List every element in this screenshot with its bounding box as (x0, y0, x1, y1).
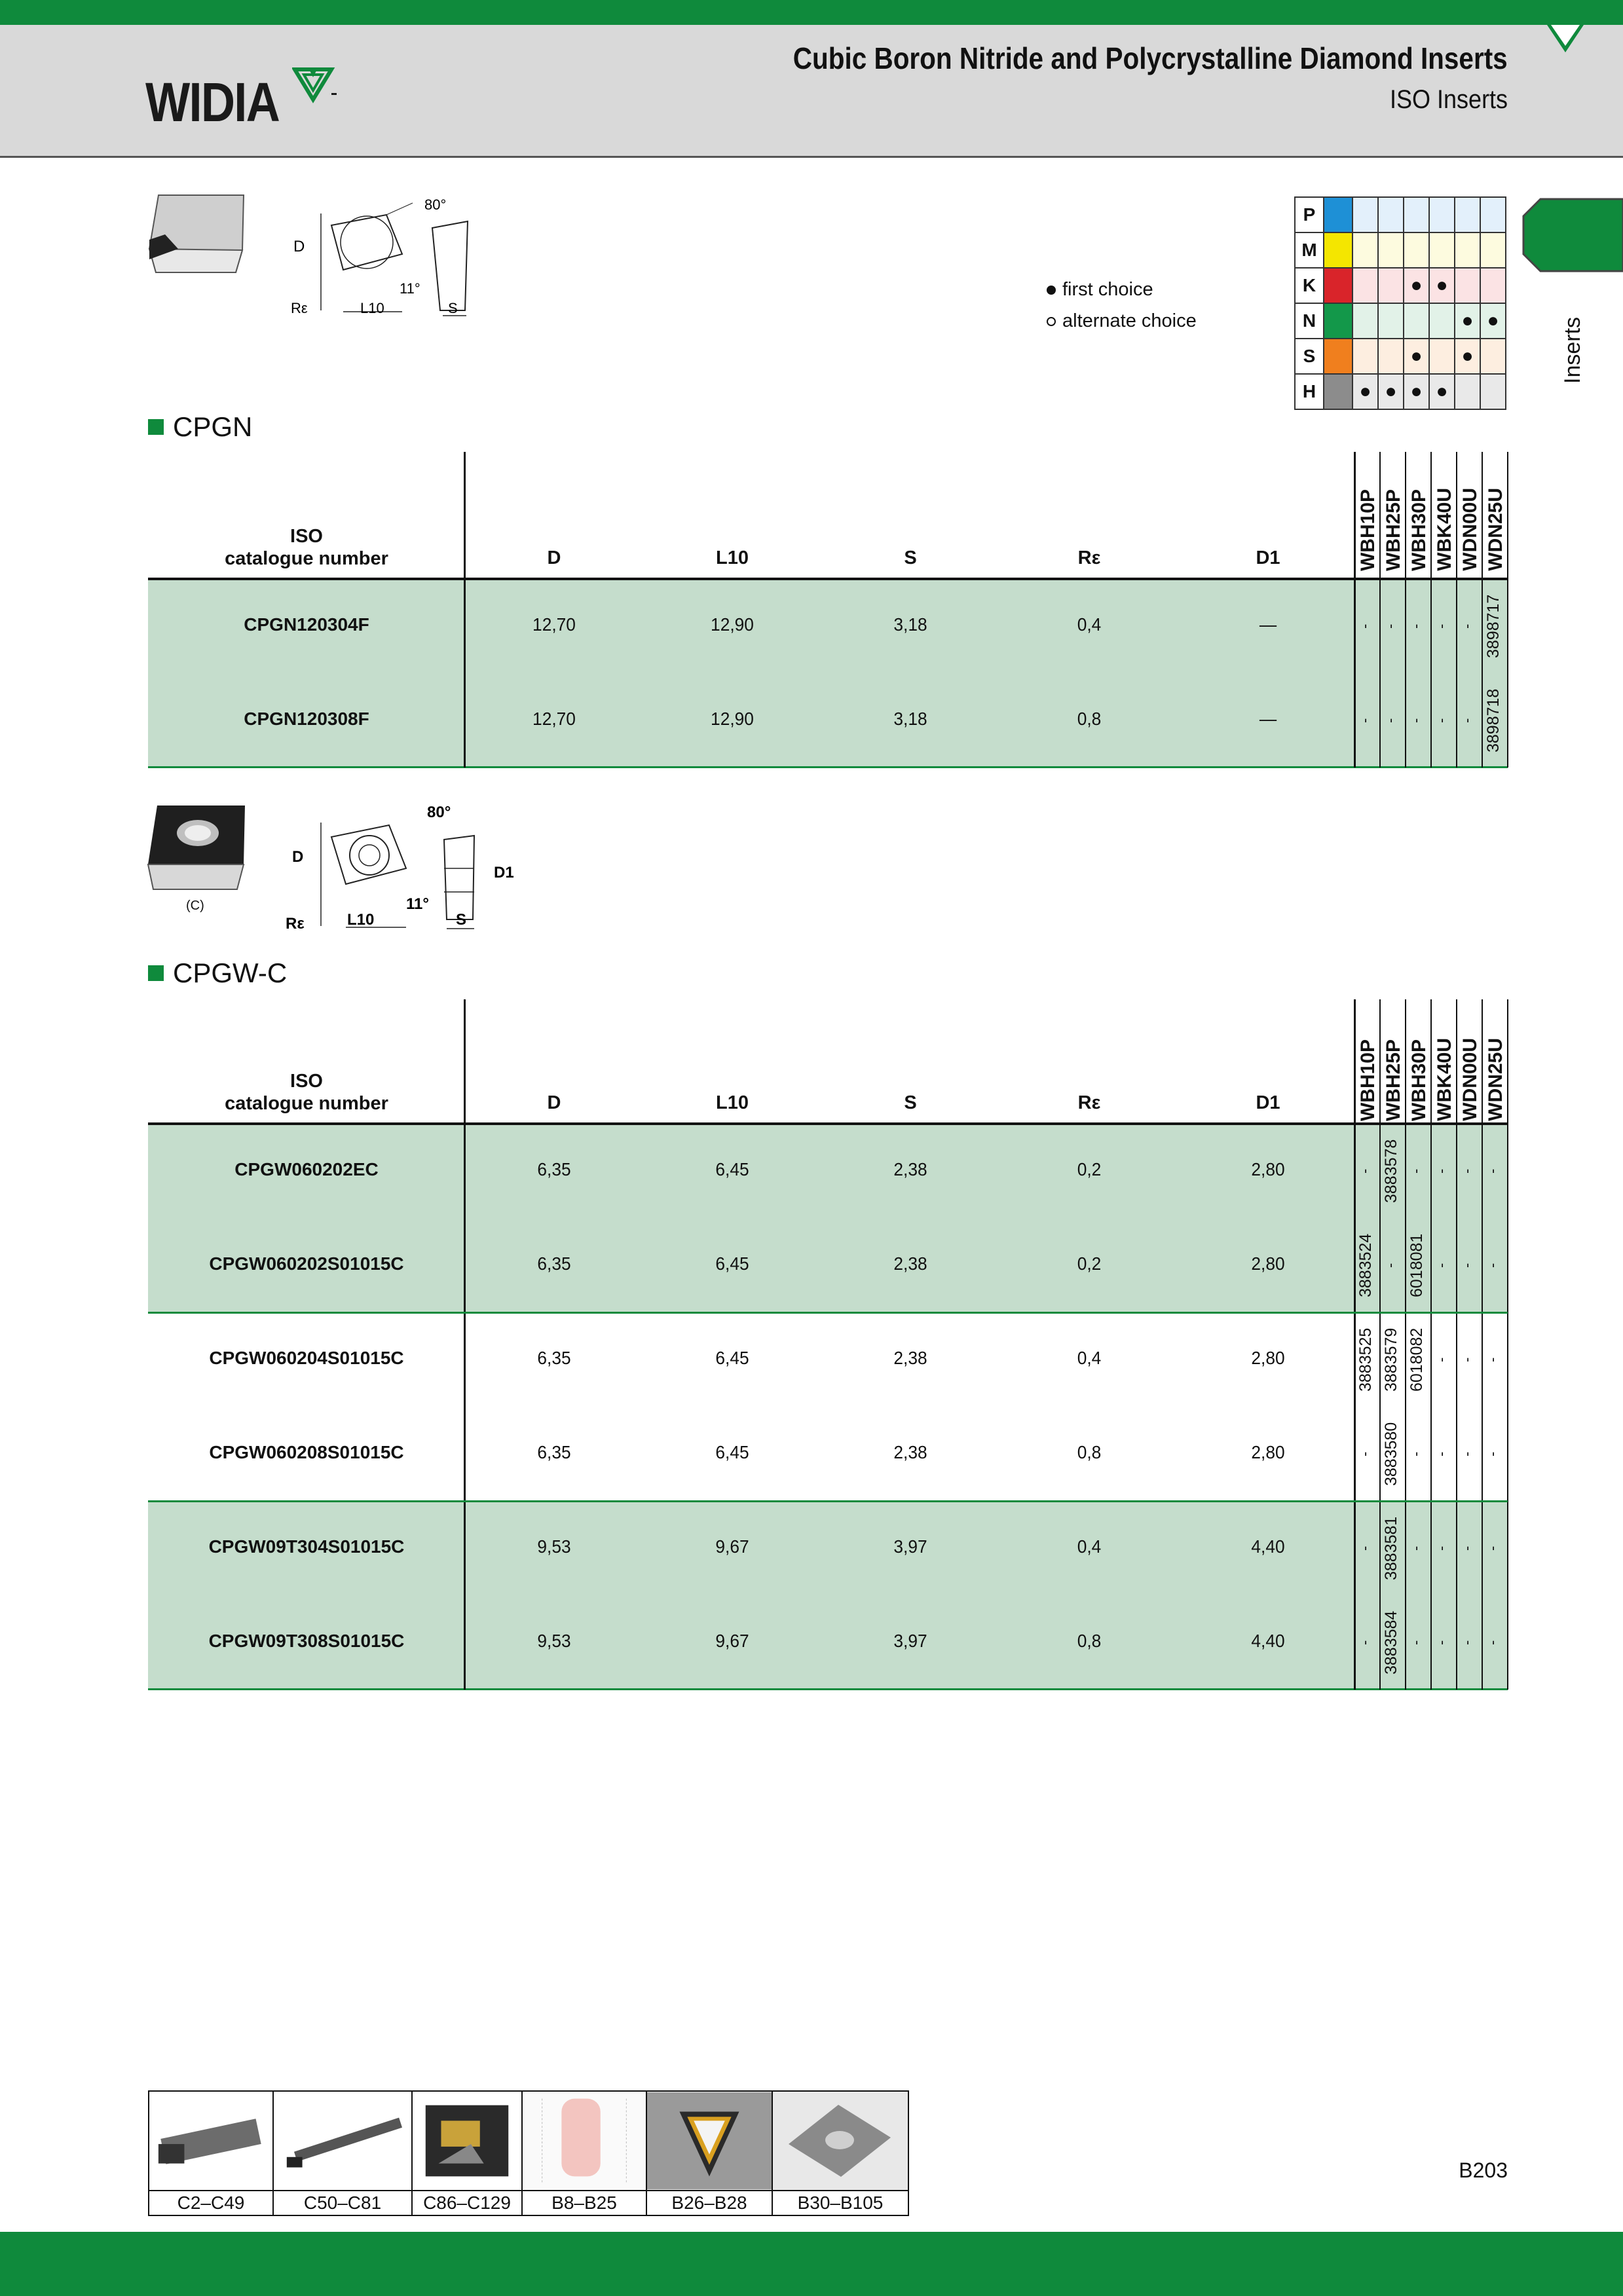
material-row (1295, 197, 1506, 232)
grade-value: - (1459, 1168, 1475, 1174)
col-header-iso-line2: catalogue number (225, 548, 388, 569)
diagram2-s: S (456, 911, 467, 929)
col-header-l10: L10 (716, 1092, 749, 1113)
cell-d1: 4,40 (1251, 1631, 1285, 1651)
grade-value: - (1459, 1640, 1475, 1645)
grade-value: 3898718 (1484, 688, 1502, 752)
square-insert-icon (773, 2092, 908, 2191)
cell-s: 2,38 (893, 1442, 927, 1462)
material-color-swatch (1324, 197, 1352, 232)
material-mark (1480, 374, 1506, 409)
cell-re: 0,4 (1077, 1536, 1102, 1557)
header-bottom-line (148, 578, 1508, 580)
material-color-swatch (1324, 268, 1352, 303)
grade-header: WDN00U (1459, 1038, 1481, 1121)
material-mark (1480, 197, 1506, 232)
cell-s: 2,38 (893, 1159, 927, 1179)
material-label: H (1295, 374, 1324, 409)
boring-bar-icon (274, 2092, 411, 2191)
green-square-icon (148, 965, 164, 981)
material-mark (1352, 232, 1378, 268)
grade-divider (1405, 452, 1406, 768)
material-mark: ● (1404, 374, 1429, 409)
material-mark (1404, 197, 1429, 232)
cell-s: 2,38 (893, 1348, 927, 1368)
grade-divider (1456, 452, 1457, 768)
material-mark: ● (1429, 268, 1455, 303)
top-green-bar (0, 0, 1623, 25)
col-header-d: D (547, 547, 561, 568)
cell-d: 12,70 (532, 614, 576, 635)
cell-re: 0,8 (1077, 709, 1102, 729)
grade-divider (1405, 999, 1406, 1690)
cell-l10: 6,45 (715, 1253, 749, 1274)
grade-value: - (1433, 623, 1449, 629)
material-mark (1378, 303, 1404, 339)
grade-value: - (1433, 1451, 1449, 1456)
navigation-thumbnails (148, 2090, 909, 2216)
grade-value: - (1484, 1168, 1501, 1174)
grade-header: WBK40U (1434, 1038, 1455, 1121)
grade-value: - (1459, 1357, 1475, 1362)
cell-l10: 12,90 (711, 614, 754, 635)
grade-value: - (1356, 1546, 1373, 1551)
grade-divider (1456, 999, 1457, 1690)
thumbnail-label: C50–C81 (303, 2193, 382, 2213)
grade-value: - (1459, 623, 1475, 629)
diagram2-relief: 11° (406, 895, 429, 913)
grade-value: - (1408, 1451, 1424, 1456)
grade-value: 3883581 (1382, 1516, 1400, 1580)
material-color-swatch (1324, 232, 1352, 268)
grade-value: - (1382, 1263, 1398, 1268)
material-row (1295, 268, 1506, 303)
grade-value: - (1484, 1451, 1501, 1456)
material-mark (1352, 268, 1378, 303)
section1-title-text: CPGN (173, 411, 253, 442)
grade-value: - (1433, 1640, 1449, 1645)
thumbnail-4[interactable] (523, 2092, 647, 2215)
page-subtitle: ISO Inserts (1389, 85, 1508, 114)
thumbnail-label: B8–B25 (551, 2193, 617, 2213)
grade-value: - (1408, 623, 1424, 629)
cell-d1: 4,40 (1251, 1536, 1285, 1557)
material-label: K (1295, 268, 1324, 303)
material-mark: ● (1404, 339, 1429, 374)
material-mark: ● (1378, 374, 1404, 409)
grade-value: 3883580 (1382, 1422, 1400, 1486)
grade-value: - (1356, 1451, 1373, 1456)
legend-first-label: first choice (1062, 279, 1153, 300)
cell-l10: 6,45 (715, 1159, 749, 1179)
row-band (148, 1124, 1508, 1312)
diagram2-re: Rε (286, 915, 305, 933)
material-color-swatch (1324, 303, 1352, 339)
grade-value: - (1433, 1357, 1449, 1362)
section-cpgn-title (148, 411, 252, 443)
cell-d: 9,53 (537, 1631, 571, 1651)
cpgw-insert-photo (145, 803, 250, 895)
cell-l10: 9,67 (715, 1536, 749, 1557)
material-mark (1404, 303, 1429, 339)
col-header-d1: D1 (1256, 1092, 1280, 1113)
catalogue-number: CPGN120308F (244, 709, 369, 729)
header-bottom-line (148, 1122, 1508, 1125)
grade-header: WBK40U (1434, 488, 1455, 571)
material-mark (1480, 268, 1506, 303)
material-row (1295, 303, 1506, 339)
material-label: M (1295, 232, 1324, 268)
cell-d1: — (1259, 614, 1277, 635)
grade-divider (1430, 999, 1432, 1690)
col-header-l10: L10 (716, 547, 749, 568)
col-header-re: Rε (1077, 547, 1101, 568)
legend-alternate-choice (1047, 310, 1197, 332)
material-label: N (1295, 303, 1324, 339)
cell-l10: 6,45 (715, 1442, 749, 1462)
col-header-s: S (904, 1092, 917, 1113)
grade-header: WBH10P (1357, 1039, 1379, 1121)
grade-value: - (1382, 718, 1398, 723)
grade-value: - (1433, 718, 1449, 723)
cell-d: 6,35 (537, 1159, 571, 1179)
grade-divider (1379, 999, 1381, 1690)
cell-s: 3,97 (893, 1536, 927, 1557)
cpgn-dimension-diagram (282, 194, 478, 325)
thumbnail-1[interactable] (149, 2092, 274, 2215)
material-mark (1378, 339, 1404, 374)
diagram1-s: S (448, 300, 458, 316)
grade-header: WBH25P (1383, 1039, 1404, 1121)
grade-value: - (1459, 1546, 1475, 1551)
grade-header: WBH30P (1408, 489, 1430, 571)
cpgw-dimension-diagram (282, 803, 517, 934)
grade-value: - (1459, 1263, 1475, 1268)
section-cpgw-title (148, 957, 287, 989)
material-mark (1378, 197, 1404, 232)
material-mark (1455, 268, 1480, 303)
hollow-dot-icon (1047, 317, 1056, 326)
catalogue-number: CPGW060202EC (234, 1159, 379, 1179)
cell-d1: 2,80 (1251, 1253, 1285, 1274)
cell-l10: 9,67 (715, 1631, 749, 1651)
table-bottom-line (148, 1688, 1508, 1690)
grade-value: - (1356, 1168, 1373, 1174)
material-mark (1429, 303, 1455, 339)
material-mark (1352, 303, 1378, 339)
cell-re: 0,4 (1077, 614, 1102, 635)
diagram1-re: Rε (291, 300, 308, 316)
grade-value: - (1433, 1546, 1449, 1551)
col-header-iso-line2: catalogue number (225, 1093, 388, 1114)
grade-value: - (1459, 718, 1475, 723)
cell-re: 0,2 (1077, 1253, 1102, 1274)
material-color-swatch (1324, 339, 1352, 374)
thumbnail-label: B30–B105 (797, 2193, 884, 2213)
cell-d1: 2,80 (1251, 1442, 1285, 1462)
grade-value: - (1484, 1263, 1501, 1268)
band-separator (148, 1500, 1508, 1502)
grade-value: 6018081 (1408, 1233, 1426, 1297)
col-header-iso (148, 1070, 465, 1115)
material-mark: ● (1404, 268, 1429, 303)
holder-tool-icon (149, 2092, 272, 2191)
material-mark (1455, 374, 1480, 409)
legend-first-choice (1047, 279, 1153, 301)
grade-value: - (1408, 718, 1424, 723)
material-label: S (1295, 339, 1324, 374)
grade-value: - (1382, 623, 1398, 629)
cell-d1: 2,80 (1251, 1348, 1285, 1368)
bottom-green-bar (0, 2232, 1623, 2296)
cell-l10: 12,90 (711, 709, 754, 729)
material-mark (1455, 197, 1480, 232)
grade-value: - (1433, 1168, 1449, 1174)
col-header-iso-line1: ISO (290, 526, 323, 547)
grade-value: - (1356, 718, 1373, 723)
grade-value: - (1484, 1546, 1501, 1551)
material-grid (1294, 196, 1506, 410)
grade-header: WBH10P (1357, 489, 1379, 571)
diagram2-d1: D1 (494, 864, 514, 881)
cell-s: 3,18 (893, 709, 927, 729)
cell-d: 6,35 (537, 1348, 571, 1368)
green-square-icon (148, 419, 164, 435)
col-header-iso-line1: ISO (290, 1071, 323, 1092)
grade-header: WBH30P (1408, 1039, 1430, 1121)
grade-value: - (1408, 1168, 1424, 1174)
section2-title-text: CPGW-C (173, 957, 288, 988)
cell-s: 3,18 (893, 614, 927, 635)
variant-label: (C) (186, 898, 204, 913)
grade-divider (1430, 452, 1432, 768)
iso-divider (464, 999, 466, 1690)
catalogue-number: CPGW060208S01015C (209, 1442, 404, 1462)
grade-divider (1379, 452, 1381, 768)
grade-value: - (1484, 1357, 1501, 1362)
cell-d: 9,53 (537, 1536, 571, 1557)
material-mark (1480, 339, 1506, 374)
catalogue-number: CPGW09T304S01015C (208, 1536, 405, 1557)
cell-re: 0,8 (1077, 1631, 1102, 1651)
material-mark (1455, 232, 1480, 268)
grade-header: WDN00U (1459, 488, 1481, 571)
material-mark: ● (1352, 374, 1378, 409)
material-mark (1404, 232, 1429, 268)
grade-value: - (1356, 1640, 1373, 1645)
triangle-insert-icon (647, 2092, 772, 2191)
grade-value: 3883578 (1382, 1139, 1400, 1203)
catalogue-number: CPGW09T308S01015C (208, 1631, 405, 1651)
material-row (1295, 232, 1506, 268)
cell-l10: 6,45 (715, 1348, 749, 1368)
col-header-re: Rε (1077, 1092, 1101, 1113)
filled-dot-icon (1047, 286, 1056, 295)
grade-header: WDN25U (1485, 1038, 1506, 1121)
thumbnail-5[interactable] (647, 2092, 773, 2215)
chart-icon (523, 2092, 646, 2191)
cell-d: 12,70 (532, 709, 576, 729)
corner-triangle-icon (1505, 0, 1623, 52)
table-bottom-line (148, 766, 1508, 768)
grade-header: WDN25U (1485, 488, 1506, 571)
diagram2-l10: L10 (347, 911, 375, 929)
material-mark (1429, 339, 1455, 374)
group-separator (148, 1312, 1508, 1314)
page-number: B203 (1459, 2158, 1508, 2182)
catalogue-number: CPGW060202S01015C (209, 1253, 404, 1274)
catalogue-number: CPGN120304F (244, 614, 369, 635)
cell-d: 6,35 (537, 1442, 571, 1462)
col-header-d1: D1 (1256, 547, 1280, 568)
legend-alternate-label: alternate choice (1062, 310, 1197, 331)
grade-value: 3898717 (1484, 594, 1502, 658)
material-mark: ● (1429, 374, 1455, 409)
cpgn-table (148, 452, 1508, 766)
widia-logo-icon (292, 60, 339, 107)
cell-d1: — (1259, 709, 1277, 729)
grade-value: - (1484, 1640, 1501, 1645)
cell-re: 0,2 (1077, 1159, 1102, 1179)
material-mark (1378, 232, 1404, 268)
col-header-d: D (547, 1092, 561, 1113)
diagram1-d: D (293, 238, 305, 255)
thumbnail-label: C2–C49 (177, 2193, 245, 2213)
material-row (1295, 374, 1506, 409)
grade-value: 6018082 (1408, 1327, 1426, 1392)
cell-re: 0,4 (1077, 1348, 1102, 1368)
iso-divider (464, 452, 466, 768)
material-label: P (1295, 197, 1324, 232)
grade-value: 3883584 (1382, 1610, 1400, 1675)
side-tab-icon (1521, 196, 1623, 274)
row-band (148, 579, 1508, 768)
material-mark (1429, 232, 1455, 268)
thumbnail-label: C86–C129 (423, 2193, 511, 2213)
thumbnail-2[interactable] (274, 2092, 413, 2215)
grade-value: - (1408, 1546, 1424, 1551)
cell-d1: 2,80 (1251, 1159, 1285, 1179)
cpgw-table (148, 999, 1508, 1694)
grade-value: 3883525 (1356, 1327, 1375, 1392)
grade-value: 3883524 (1356, 1233, 1375, 1297)
grade-value: - (1356, 623, 1373, 629)
col-header-iso (148, 525, 465, 570)
thumbnail-3[interactable] (413, 2092, 523, 2215)
diagram1-angle: 80° (424, 196, 447, 213)
grade-divider (1482, 452, 1483, 768)
material-mark (1429, 197, 1455, 232)
material-mark: ● (1455, 303, 1480, 339)
brand-logo: WIDIA (145, 71, 280, 133)
catalogue-number: CPGW060204S01015C (209, 1348, 404, 1368)
material-row (1295, 339, 1506, 374)
thumbnail-6[interactable] (773, 2092, 908, 2215)
diagram2-d: D (292, 848, 304, 866)
material-mark: ● (1480, 303, 1506, 339)
diagram1-relief: 11° (400, 280, 420, 297)
row-band (148, 1501, 1508, 1690)
material-mark (1352, 197, 1378, 232)
grade-value: 3883579 (1382, 1327, 1400, 1392)
material-color-swatch (1324, 374, 1352, 409)
page-title: Cubic Boron Nitride and Polycrystalline Diamond Inserts (793, 41, 1508, 75)
cartridge-icon (413, 2092, 521, 2191)
diagram1-l10: L10 (360, 300, 384, 316)
cell-s: 3,97 (893, 1631, 927, 1651)
material-mark (1352, 339, 1378, 374)
grade-divider (1507, 452, 1508, 768)
material-mark (1378, 268, 1404, 303)
grade-divider (1507, 999, 1508, 1690)
diagram2-angle: 80° (427, 804, 451, 821)
grade-value: - (1408, 1640, 1424, 1645)
col-header-s: S (904, 547, 917, 568)
cell-s: 2,38 (893, 1253, 927, 1274)
grade-divider (1354, 452, 1356, 768)
cell-d: 6,35 (537, 1253, 571, 1274)
grade-divider (1354, 999, 1356, 1690)
thumbnail-label: B26–B28 (671, 2193, 747, 2213)
grade-value: - (1433, 1263, 1449, 1268)
grade-divider (1482, 999, 1483, 1690)
material-mark: ● (1455, 339, 1480, 374)
grade-header: WBH25P (1383, 489, 1404, 571)
cpgn-insert-photo (145, 194, 250, 279)
side-tab-label[interactable]: Inserts (1560, 316, 1585, 384)
material-mark (1480, 232, 1506, 268)
grade-value: - (1459, 1451, 1475, 1456)
cell-re: 0,8 (1077, 1442, 1102, 1462)
